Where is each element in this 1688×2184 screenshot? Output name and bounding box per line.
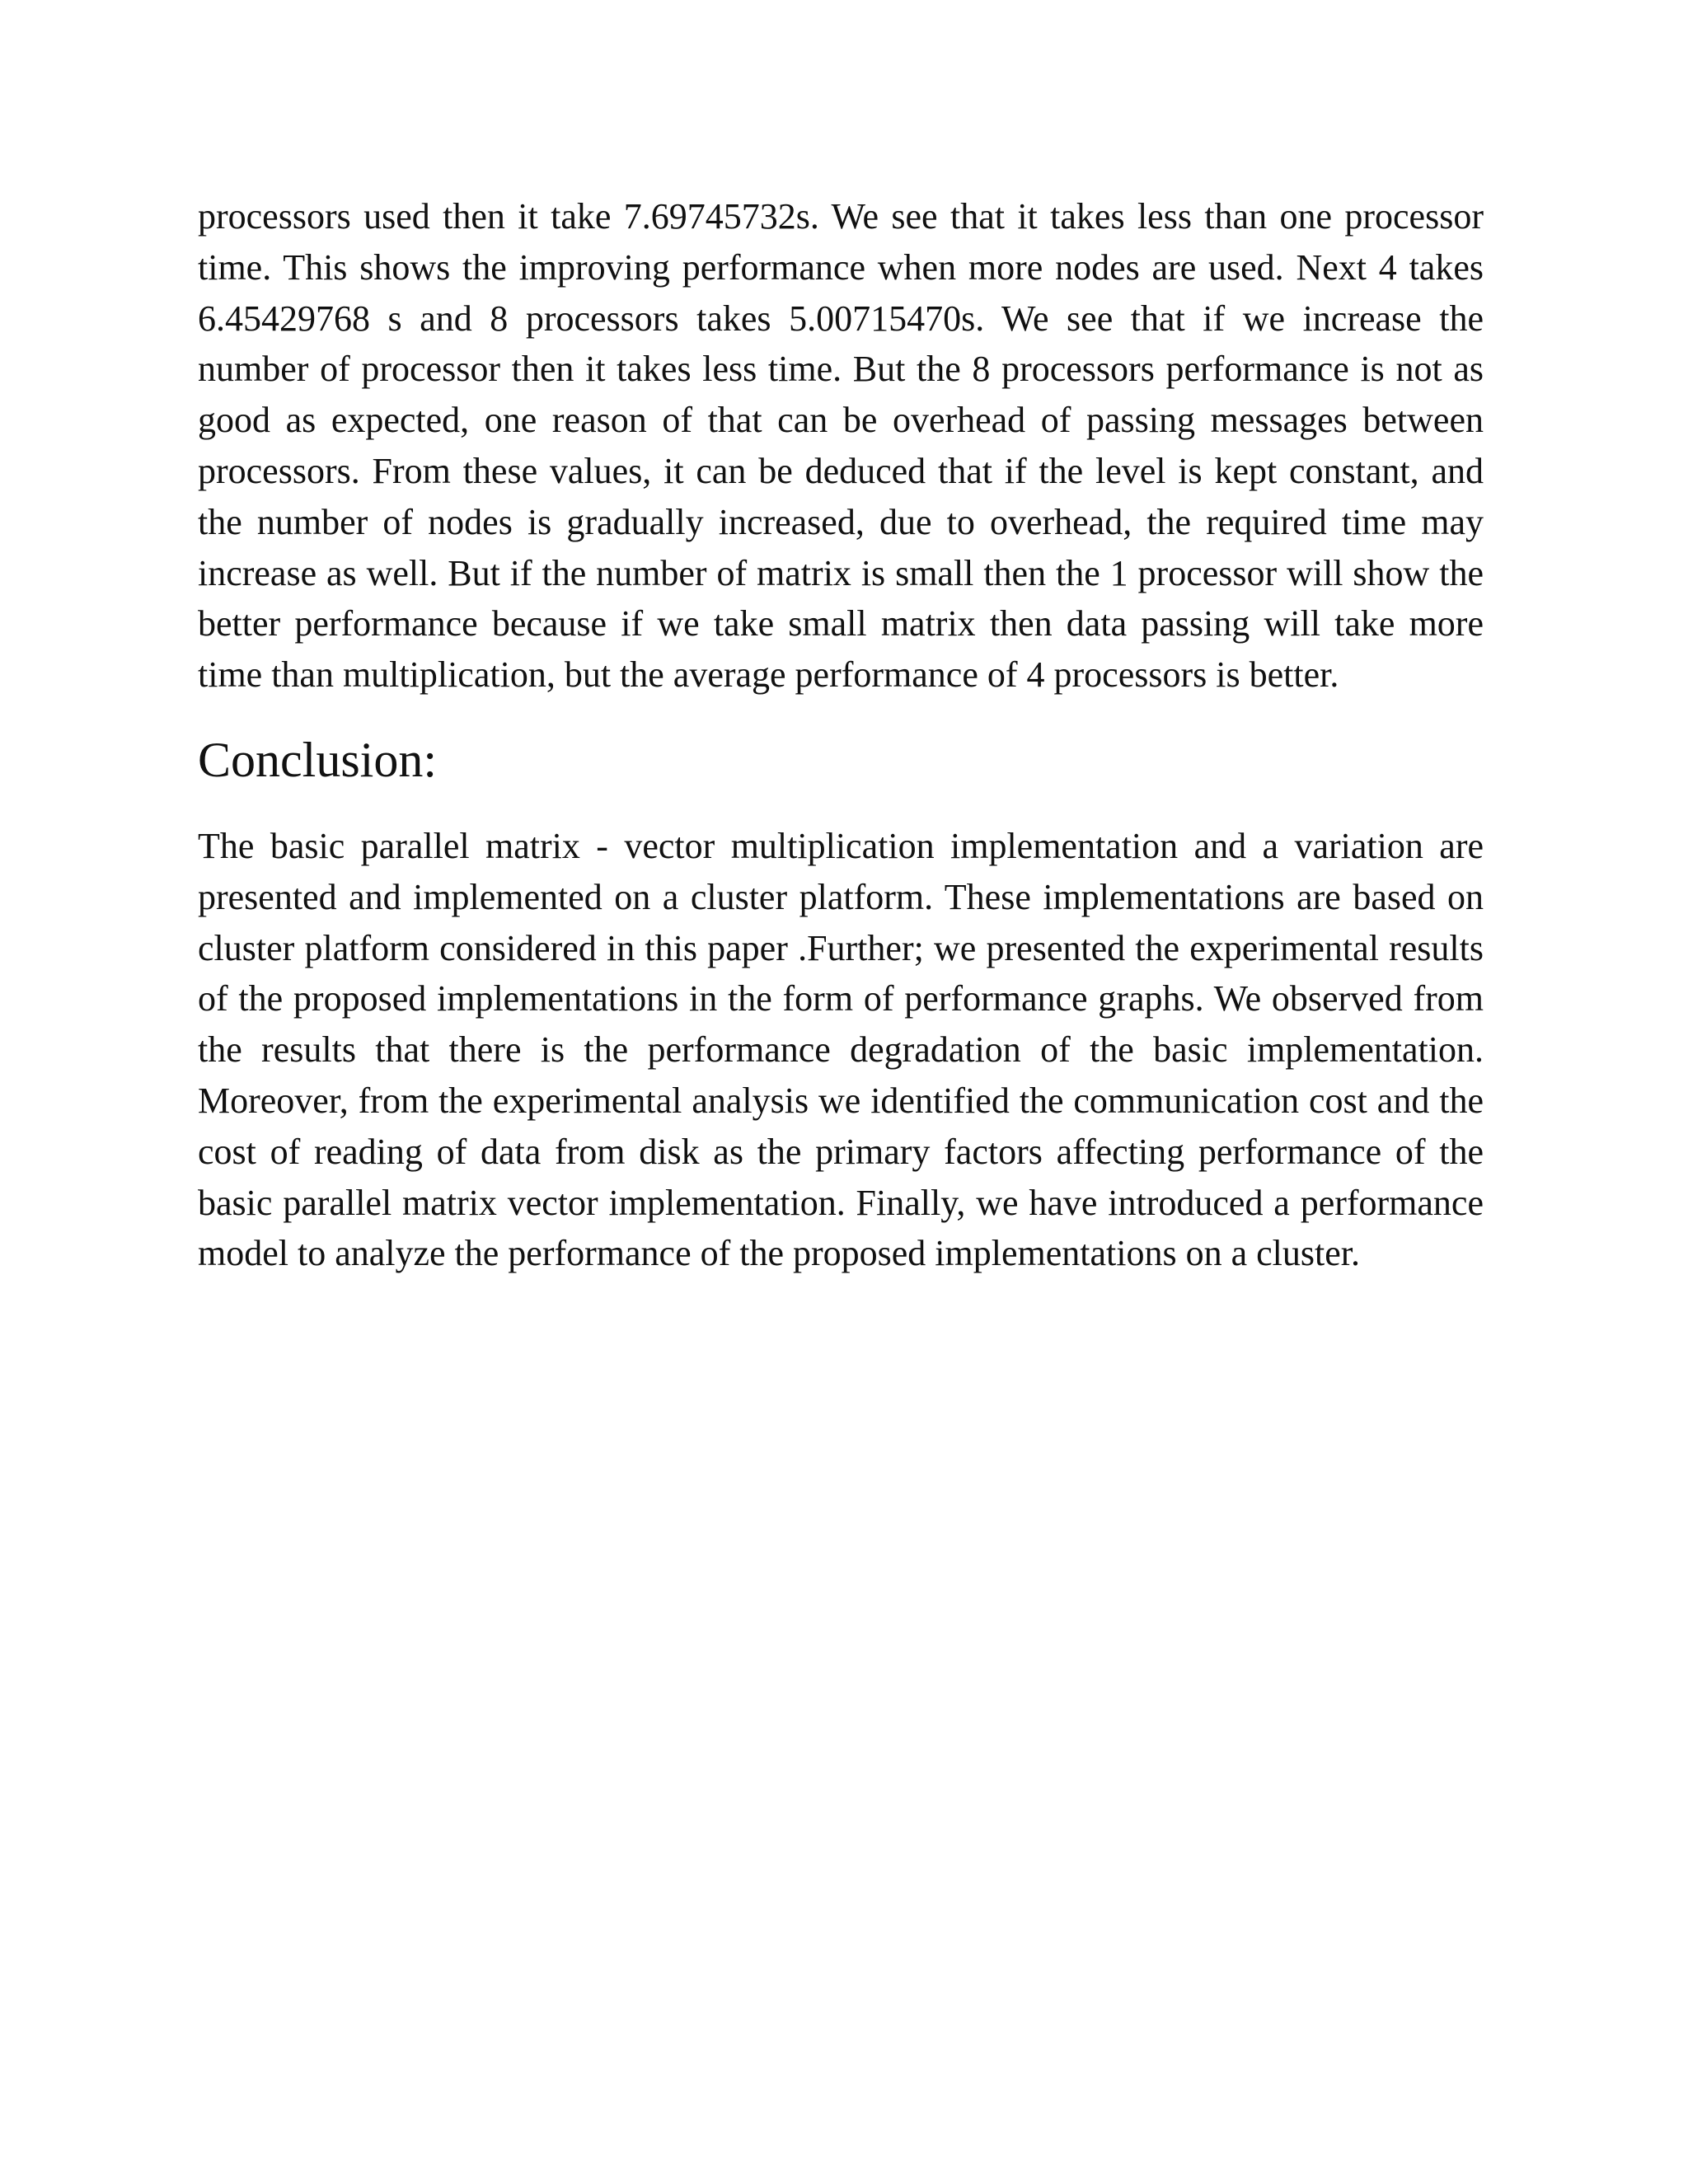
results-paragraph: processors used then it take 7.69745732s. We see that it takes less than one processor time. This shows the improving performance when more nodes are used. Next 4 takes 6.45429768 s and 8 processors takes 5.00715470s. We see that if we increase the number of processor then it takes less time. But the 8 processors performance is not as good as expected, one reason of that can be overhead of passing messages between processors. From these values, it can be deduced that if the level is kept constant, and the number of nodes is gradually increased, due to overhead, the required time may increase as well. But if the number of matrix is small then the 1 processor will show the better performance because if we take small matrix then data passing will take more time than multiplication, but the average performance of 4 processors is better. — [198, 196, 1484, 696]
conclusion-heading: Conclusion: — [198, 732, 438, 787]
conclusion-paragraph: The basic parallel matrix - vector multiplication implementation and a variation are presented and implemented on a cluster platform. These implementations are based on cluster platform considered in this paper .Further; we presented the experimental results of the proposed implementations in the form of performance graphs. We observed from the results that there is the performance degradation of the basic implementation. Moreover, from the experimental analysis we identified the communication cost and the cost of reading of data from disk as the primary factors affecting performance of the basic parallel matrix vector implementation. Finally, we have introduced a performance model to analyze the performance of the proposed implementations on a cluster. — [198, 825, 1484, 1274]
document-body — [198, 191, 1484, 1279]
